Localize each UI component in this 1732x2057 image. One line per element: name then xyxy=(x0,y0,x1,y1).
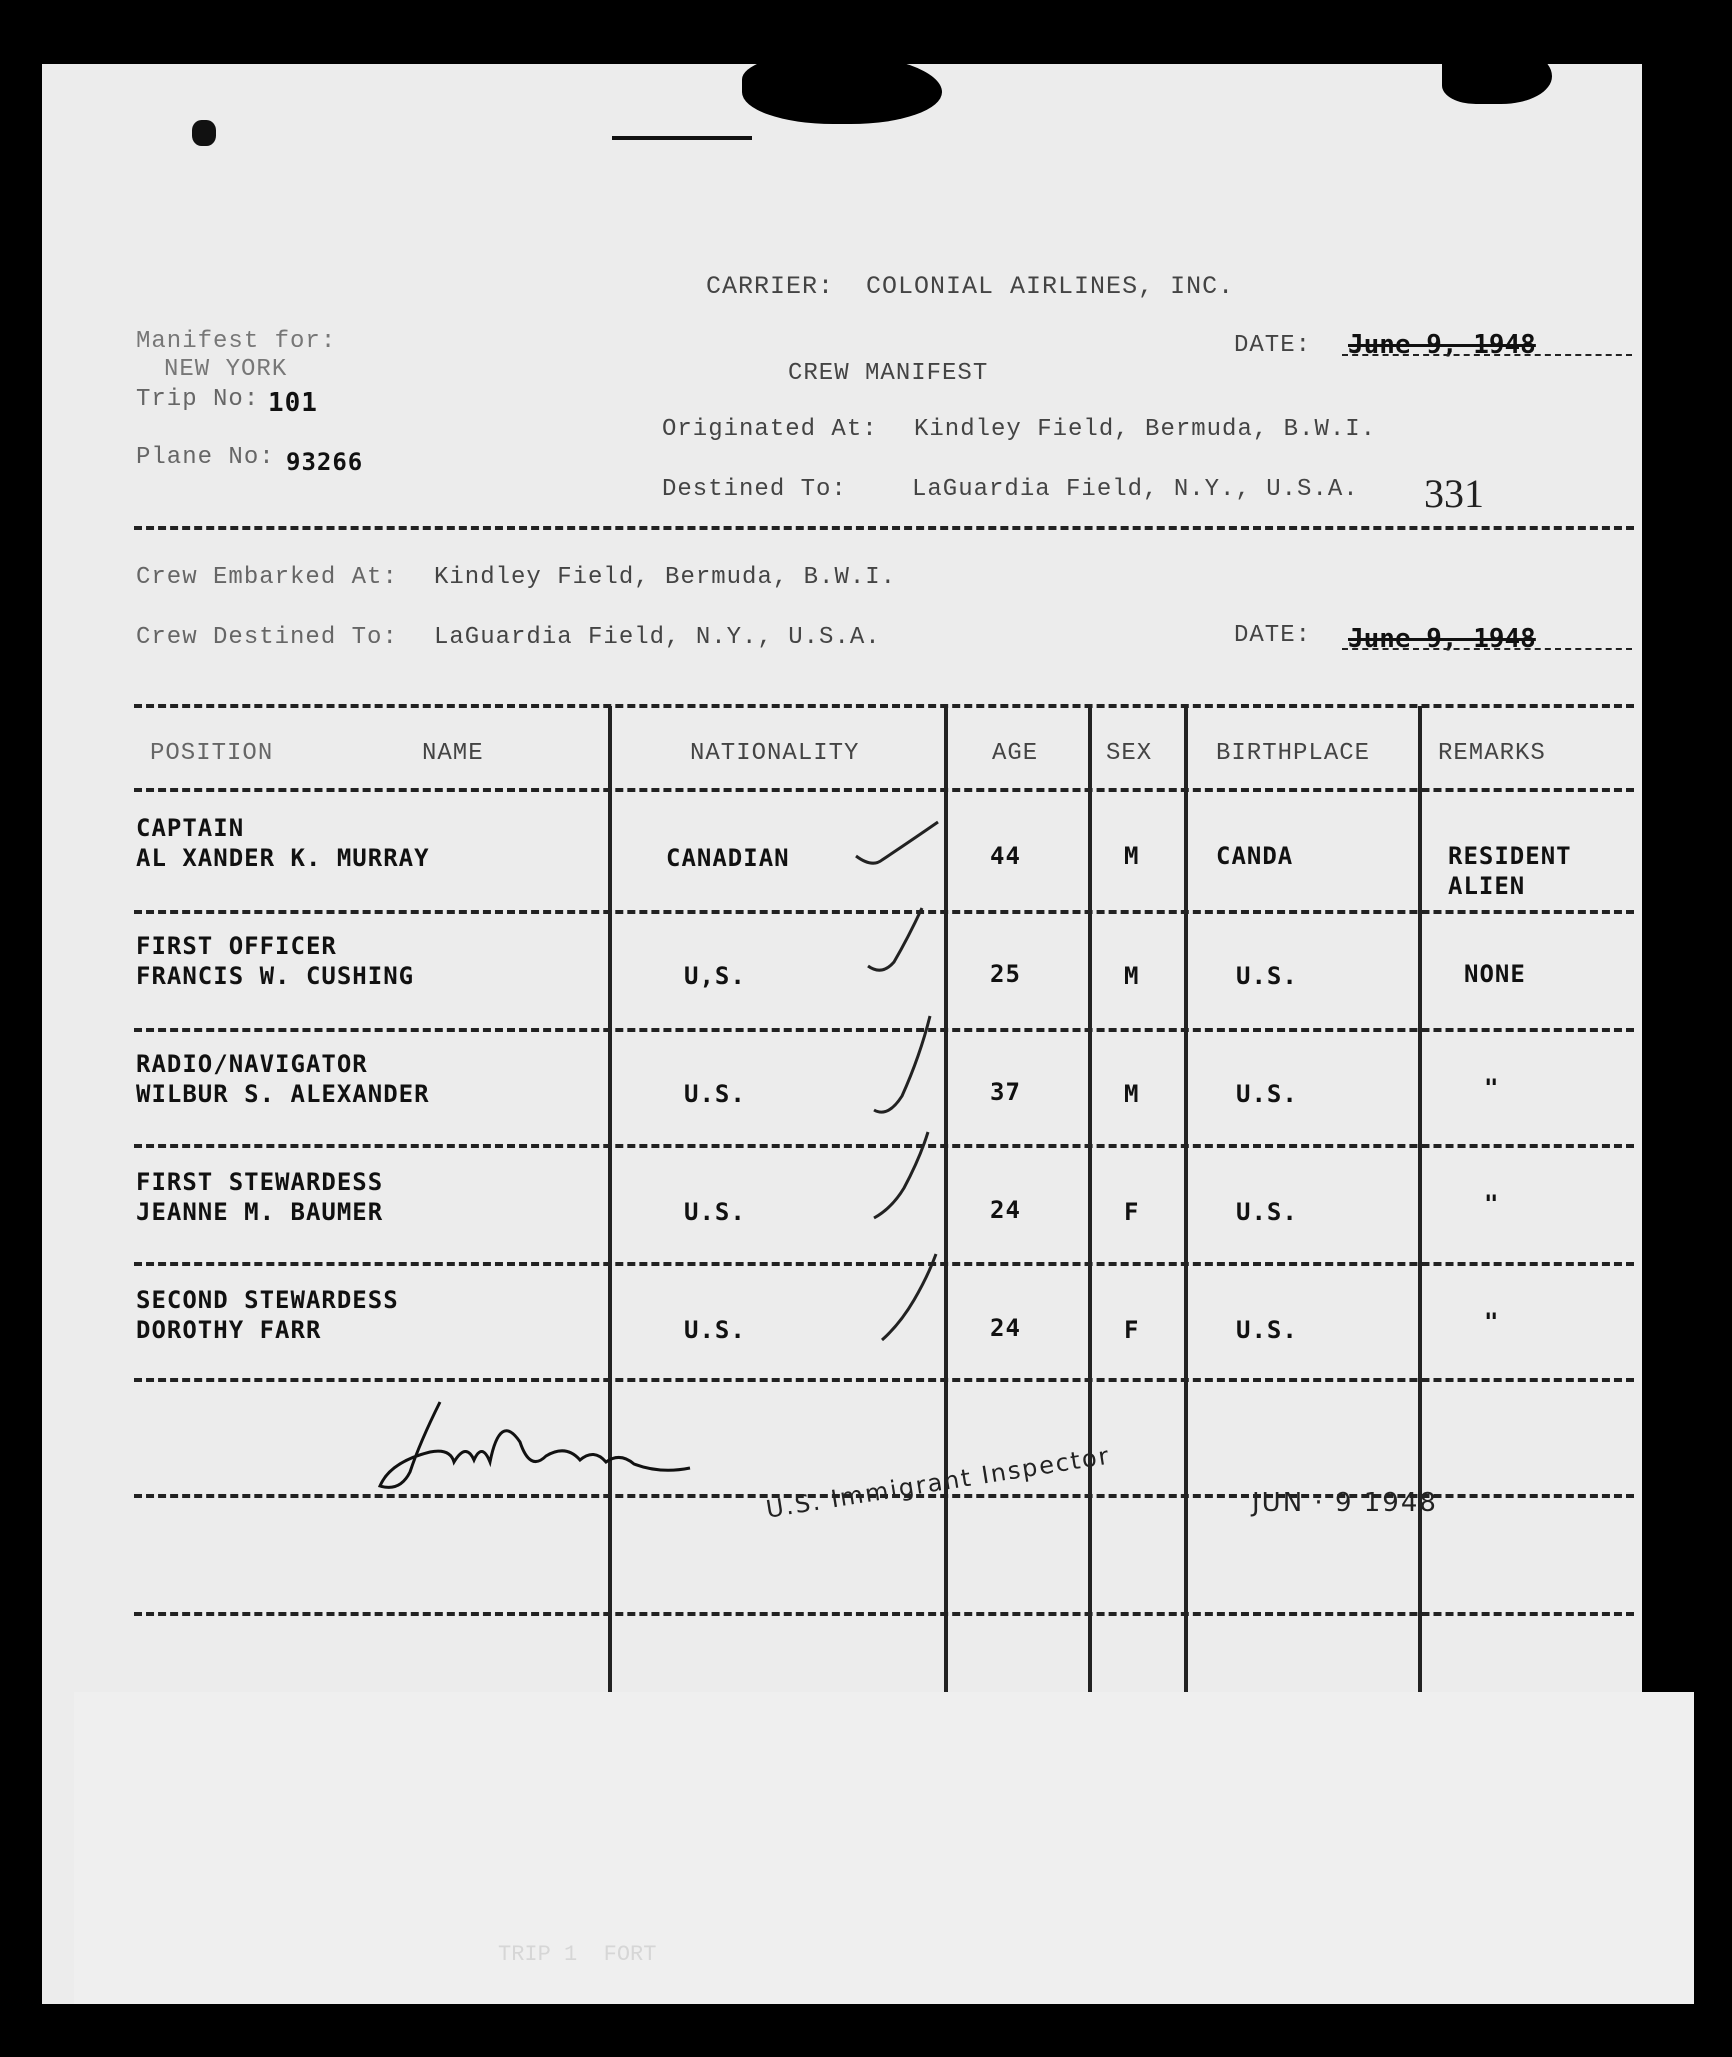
blank-row-rule xyxy=(134,1612,1634,1616)
ink-blot xyxy=(192,120,216,146)
manifest-title: CREW MANIFEST xyxy=(788,360,989,387)
header-remarks: REMARKS xyxy=(1438,740,1546,767)
row-sex: M xyxy=(1124,962,1140,990)
row-position: CAPTAIN xyxy=(136,814,245,842)
row-sex: M xyxy=(1124,842,1140,870)
trip-value: 101 xyxy=(268,388,318,418)
page-number: 331 xyxy=(1424,471,1484,516)
row-remarks: " xyxy=(1484,1308,1500,1336)
checkmark-icon xyxy=(868,1012,938,1122)
col-divider xyxy=(1418,706,1422,1772)
destined-label: Destined To: xyxy=(662,476,847,503)
row-remarks: " xyxy=(1484,1190,1500,1218)
header-birthplace: BIRTHPLACE xyxy=(1216,740,1371,767)
originated-value: Kindley Field, Bermuda, B.W.I. xyxy=(914,416,1377,443)
row-position: FIRST STEWARDESS xyxy=(136,1168,384,1196)
torn-edge-mark xyxy=(742,54,942,124)
crew-destined-label: Crew Destined To: xyxy=(136,624,398,651)
row-birthplace: U.S. xyxy=(1236,1198,1298,1226)
checkmark-icon xyxy=(852,816,942,876)
date-label: DATE: xyxy=(1234,332,1312,359)
row-nationality: U.S. xyxy=(684,1080,746,1108)
row-rule xyxy=(134,1378,1634,1382)
crew-embarked-label: Crew Embarked At: xyxy=(136,564,398,591)
row-position: SECOND STEWARDESS xyxy=(136,1286,399,1314)
row-position: RADIO/NAVIGATOR xyxy=(136,1050,368,1078)
torn-edge-mark xyxy=(1442,44,1552,104)
crew-destined-value: LaGuardia Field, N.Y., U.S.A. xyxy=(434,624,881,651)
header-rule xyxy=(134,526,1634,530)
crew-date-value: June 9, 1948 xyxy=(1348,624,1536,654)
row-name: AL XANDER K. MURRAY xyxy=(136,844,430,872)
crew-date-label: DATE: xyxy=(1234,622,1312,649)
checkmark-icon xyxy=(862,904,932,984)
row-birthplace: U.S. xyxy=(1236,962,1298,990)
col-divider xyxy=(608,706,612,1772)
checkmark-icon xyxy=(868,1128,938,1228)
header-position: POSITION xyxy=(150,740,274,767)
row-name: JEANNE M. BAUMER xyxy=(136,1198,384,1226)
header-name: NAME xyxy=(422,740,484,767)
manifest-for-value: NEW YORK xyxy=(164,356,288,383)
header-age: AGE xyxy=(992,740,1039,767)
table-header-rule xyxy=(134,788,1634,792)
row-age: 37 xyxy=(990,1078,1021,1106)
row-age: 24 xyxy=(990,1314,1021,1342)
row-remarks: " xyxy=(1484,1074,1500,1102)
date-underline xyxy=(1342,354,1632,356)
date-value: June 9, 1948 xyxy=(1348,330,1536,360)
originated-label: Originated At: xyxy=(662,416,878,443)
row-sex: M xyxy=(1124,1080,1140,1108)
crew-embarked-value: Kindley Field, Bermuda, B.W.I. xyxy=(434,564,897,591)
row-nationality: U.S. xyxy=(684,1316,746,1344)
row-remarks: RESIDENT xyxy=(1448,842,1572,870)
inspector-stamp: U.S. Immigrant Inspector xyxy=(764,1441,1113,1524)
row-nationality: U.S. xyxy=(684,1198,746,1226)
row-nationality: U,S. xyxy=(684,962,746,990)
dash-mark xyxy=(612,136,752,140)
checkmark-icon xyxy=(876,1250,946,1350)
destined-value: LaGuardia Field, N.Y., U.S.A. xyxy=(912,476,1359,503)
row-sex: F xyxy=(1124,1198,1140,1226)
plane-value: 93266 xyxy=(286,448,364,476)
row-sex: F xyxy=(1124,1316,1140,1344)
row-age: 24 xyxy=(990,1196,1021,1224)
table-top-rule xyxy=(134,704,1634,708)
bleed-through-text: TRIP 1 FORT xyxy=(498,1942,657,1967)
row-remarks-2: ALIEN xyxy=(1448,872,1526,900)
row-age: 25 xyxy=(990,960,1021,988)
row-age: 44 xyxy=(990,842,1021,870)
col-divider xyxy=(1088,706,1092,1772)
row-name: FRANCIS W. CUSHING xyxy=(136,962,415,990)
row-nationality: CANADIAN xyxy=(666,844,790,872)
stamp-date: JUN · 9 1948 xyxy=(1252,1488,1438,1518)
col-divider xyxy=(944,706,948,1772)
row-birthplace: U.S. xyxy=(1236,1316,1298,1344)
row-name: DOROTHY FARR xyxy=(136,1316,322,1344)
crew-date-underline xyxy=(1342,648,1632,650)
trip-label: Trip No: xyxy=(136,386,260,413)
row-position: FIRST OFFICER xyxy=(136,932,337,960)
manifest-for-label: Manifest for: xyxy=(136,328,337,355)
inspector-signature xyxy=(370,1382,710,1502)
row-birthplace: CANDA xyxy=(1216,842,1294,870)
overlapping-sheet xyxy=(74,1692,1694,2004)
plane-label: Plane No: xyxy=(136,444,275,471)
row-name: WILBUR S. ALEXANDER xyxy=(136,1080,430,1108)
col-divider xyxy=(1184,706,1188,1772)
row-remarks: NONE xyxy=(1464,960,1526,988)
header-nationality: NATIONALITY xyxy=(690,740,860,767)
row-birthplace: U.S. xyxy=(1236,1080,1298,1108)
header-sex: SEX xyxy=(1106,740,1153,767)
carrier-line: CARRIER: COLONIAL AIRLINES, INC. xyxy=(706,272,1235,301)
